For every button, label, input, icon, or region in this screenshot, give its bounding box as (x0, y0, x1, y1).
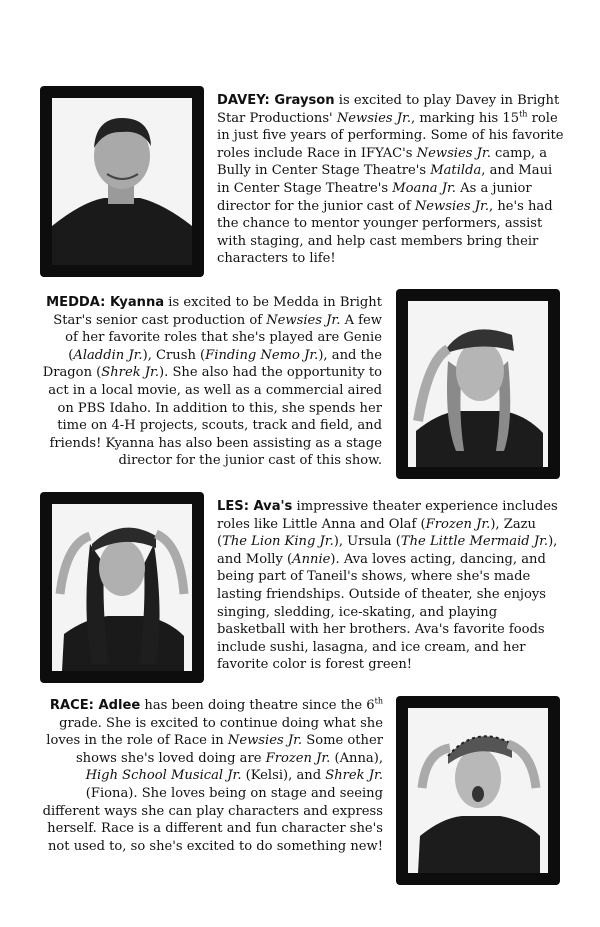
bio-medda (40, 294, 382, 470)
headshot-kyanna (396, 289, 560, 479)
show-title: Aladdin Jr. (73, 347, 143, 363)
show-title: Shrek Jr. (101, 365, 160, 381)
bio-text: grade. She is excited to continue doing what she loves in the role of Race in (46, 715, 383, 749)
show-title: Frozen Jr. (425, 516, 491, 532)
headshot-ava (40, 492, 204, 683)
bio-text: , marking his 15 (411, 110, 520, 126)
show-title: High School Musical Jr. (85, 768, 242, 784)
show-title: Newsies Jr. (416, 145, 491, 161)
show-title: Newsies Jr. (266, 312, 341, 328)
show-title: Finding Nemo Jr. (205, 347, 319, 363)
bio-text: (Kelsi), and (241, 768, 326, 784)
show-title: Newsies Jr. (414, 198, 490, 214)
portrait-image (408, 708, 548, 873)
bio-text: ), Zazu ( (217, 516, 536, 550)
portrait-image (52, 504, 192, 671)
role-name: LES: Ava's (217, 499, 293, 514)
bio-text: ), Ursula ( (333, 534, 401, 550)
bio-davey (217, 92, 565, 268)
bio-text: As a junior director for the junior cast of (217, 180, 532, 214)
show-title: The Little Mermaid Jr. (400, 534, 549, 550)
bio-race (40, 697, 383, 855)
show-title: Newsies Jr. (227, 733, 303, 749)
bio-text: ). Ava loves acting, dancing, and being part of Taneil's shows, where she's made lasting friendships. Outside of theater, she enjoys singing, sledding, ice-skating, and playing basketball with her brothers. Ava's favorite foods include sushi, lasagna, and ice cream, and her favorite color is forest green! (217, 551, 546, 673)
headshot-adlee (396, 696, 560, 885)
bio-text: ), and Molly ( (217, 534, 558, 567)
bio-text: , he's had the chance to mentor younger performers, assist with staging, and help cast members bring their characters to life! (217, 198, 553, 267)
bio-text: (Fiona). She loves being on stage and seeing different ways she can play characters and express herself. Race is a different and fun character she's not used to, so she's excited to do something new! (42, 785, 383, 854)
bio-text: th (374, 696, 383, 706)
bio-text: , and Maui in Center Stage Theatre's (217, 163, 553, 196)
bio-text: impressive theater experience includes roles like Little Anna and Olaf ( (217, 499, 558, 532)
show-title: Newsies Jr. (336, 110, 411, 126)
bio-text: role in just five years of performing. Some of his favorite roles include Race in IFYAC's (217, 110, 564, 161)
portrait-image (52, 98, 192, 265)
bio-text: is excited to play Davey in Bright Star Productions' (217, 93, 560, 126)
portrait-image (408, 301, 548, 467)
show-title: Matilda (430, 163, 482, 179)
bio-text: camp, a Bully in Center Stage Theatre's (217, 145, 548, 179)
show-title: Moana Jr. (392, 180, 456, 196)
show-title: Annie (292, 551, 331, 567)
headshot-grayson (40, 86, 204, 277)
show-title: Frozen Jr. (265, 750, 331, 766)
role-name: MEDDA: Kyanna (46, 295, 165, 310)
bio-text: ), and the Dragon ( (42, 347, 382, 381)
bio-text: Some other shows she's loved doing are (75, 733, 383, 766)
bio-text: ). She also had the opportunity to act in a local movie, as well as a commercial aired on PBS Idaho. In addition to this, she spends her time on 4-H projects, scouts, track and field, and friends! Kyanna has also been assisting as a stage director for the junior cast of this show. (48, 365, 382, 469)
show-title: Shrek Jr. (325, 768, 383, 784)
bio-text: has been doing theatre since the 6 (140, 698, 375, 713)
bio-text: th (519, 109, 528, 119)
role-name: RACE: Adlee (49, 698, 141, 713)
bio-les (217, 498, 567, 674)
bio-text: ), Crush ( (142, 347, 206, 363)
show-title: The Lion King Jr. (222, 534, 334, 550)
bio-text: is excited to be Medda in Bright Star's senior cast production of (53, 295, 382, 328)
bio-text: A few of her favorite roles that she's played are Genie ( (65, 312, 382, 363)
bio-text: (Anna), (330, 750, 383, 766)
role-name: DAVEY: Grayson (217, 93, 335, 108)
